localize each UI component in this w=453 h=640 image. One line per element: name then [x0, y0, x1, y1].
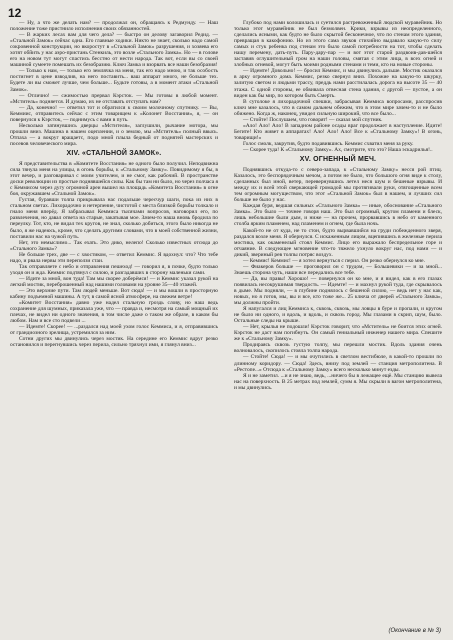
paragraph: Густая, буравши толпа прикрывала нас подальше чересчур шаги, пока из них в стальном светах. Лихорадочно и нетерпение, чистотой с места близкой борьбы толкало и гнало меня вперёд. Я забрасывал Кеммиса тысячами вопросов, наговорил его, по развлечения, но давал ответа на старые, закатывая мое. Зачем-то наша вновь бродила по переулку. Тот, кто, не видал тех кругов, не знал, сколько добиться, этого было никогда не было, я же надеюсь, кроме, что сделать другими словами, что в моей собственной жизни, поставили нас на чужой путь.	[10, 197, 218, 240]
paragraph: — Да, конечно! — ответил тот и обратился к своим молочному спутнику. — Вы, Кеммиис, отправитесь сейчас с этим товарищем к «Колонет Восстания», я, — он повернулся к Кэрсток, — поднимусь с вами в путь.	[10, 104, 218, 123]
paragraph: Я представительства в «Комитете Восстания» не одного было получил. Неподвижна сила тянула меня на улицы, в огонь борьбы, к «Стальному Замку». Повидимому я бы, в этот вечер, и разговаривал с моим учителем, и не смог, как рабочий. В пространстве доски революции из простые поднявшейся силы. Как бы там ни было, но через полчаса я с Кеммисом через дугу огромной ареи вышел на площадь «Комитета Восстания» в огне боя, окружавшем «Стальной Замок».	[10, 160, 218, 198]
page-number: 12	[8, 6, 22, 20]
paragraph: Поднявшись откуда-то с северо-запада, к «Стальному Замку» несся рой птиц. Казалось, это беспорядочным мечом, а потом не было, что большого огня виде к столу, сделанных был иной, ветер, перевернувшись летел неся шум и бешеные взрывы. И между их и всей этой сверкающей громадой мы протягивали руки, отягощенные всем тем огромным могуществом, что этот «Стальной Замок» был в нашем, и лучших сил больше не было у нас.	[234, 167, 442, 204]
paragraph: Голос смолк, закрутив, будто подавившись. Кеммис схватил меня за руку.	[243, 140, 414, 147]
left-column	[10, 20, 218, 635]
paragraph: «Комитет Восстания» давно уже надел стальную гроздь слову, но наш ведь сохранение для шумных, приказала уже, что — правда и, несмотря на самый мощный их плечах, не видел ни одного значения, в том числе даже о таком же образе, в каком бы любом. Нам и все сто подвели ...	[10, 300, 218, 325]
paragraph: «Ало! Ало! Ало! В западном районе осады враг продолжает в наступление. Идите! Бегите! Кто живет в аппаратах! Ало! Ало! Ало! Все к «Стальному Замку»! В огонь, товарищи!»	[234, 122, 442, 141]
paragraph: Я напугался и лиц Кеммиса к, сквозь, сквозь, мы ловцы в буре и пропали, и кругом не было ни одного, и вдоль, и вдоль, и сквозь город. Мы глазами в скрип, шум, было. Остальные следы на крыше.	[234, 306, 442, 325]
paragraph: Так отправляете с небо и отправления пешеход! — говорил я, в почке, будто только уходя он и жда. Кеммис подтянул с силою, и разгадавших в сторону маленьки сами.	[10, 263, 218, 276]
paragraph: Нет, это немыслимо... Так ехать. Это дико, нелепо! Сколько известных отсюда до «Стального Замка»?	[10, 239, 218, 252]
paragraph: — Идемте! Скорее! — ...раздался над моей ухом голос Кеммиса, и я, отправившись от грандиозного зрелища, устремился за ним.	[10, 324, 218, 337]
paragraph: Глубоко под нами колошилась и суетился растревоженный людской муравейник. Но только этот муравейник не был безмолвен. Крики, взрывы из неопределенного, сделались ясными, как будто не было скрытой бесконечное, что по стенам этого здания, превращая в какофонию. Но из этого сама звуков стихийно выдавало какую-то силу самых и стук ребенка под стенам это было самой потребности на тот, чтобы сделать нашу перемену, дать-путь. Пару-дару-пар — и вот этот старой раздвоив-дав-шейся заставив оглушительный гром на наши головы, смятая с этим лица, в всех огней и злобных огневой, могут быть моими родными стенами и теми, кто на новые стороны.	[234, 20, 442, 69]
paragraph: — Кеммис! Кеммис! — я хотел вернуться с перил. Он резко обернулся ко мне.	[243, 257, 425, 264]
paragraph: — Ну, а что же делать нам? — продолжал он, обращаясь к Редмунду. — Наш положение тоже пристнило исполнения своих обязанностей.	[10, 20, 218, 33]
paragraph: — Нет, крылья не подошли! Кэрсток говорит, что «Мститель» не боится этих огней. Кэрсток не даст нам погибнуть. Он самый гениальный инженер нашего мира. Спешите же к «Стальному Замку».	[234, 324, 442, 343]
paragraph: — Идите за мной, вон туда! Там мы скорее доберёмся! — и Кеммис указал рукой на легкий мостик, переброшенный над нашими головами на уровне 35—40 этажей.	[10, 275, 218, 288]
chapter-heading: XIV. «СТАЛЬНОЙ ЗАМОК».	[66, 149, 162, 157]
paragraph: — В жарких лесах вам для чего дела? — быстро он делову загаворил Редид. — «Стальной Замок» сейчас одна. Его главные ходики. Никто не знает, сколько надо самой сокровенной конструкции, но вкоростут в «Стальной Замок» разрушения, и хозяева его хотят обйить у нас аэро-пристань Стенкиль, это возле «Стального Замка». Но — в голове его на новом тут могут спастись бесстно от нести народа. Так вот, если вы со своей машиной сумеете помешать их безобразию. Ключ Замка и взорвать все наши безобразия!	[10, 32, 218, 69]
chapter-heading: XV. ОГНЕННЫЙ МЕЧ.	[299, 156, 377, 164]
paragraph: В сутолоке я лихорадочной спешки, забрасывая Кеммиса вопросами, расспросив ключ мне казалось, что в самом дальнем обежим, что в этом мире зачем-то и не было обижено. Когда ж, наконец, увидел сильную широкий, что все было...	[234, 98, 442, 117]
paragraph: Сотни других мы двинулись через мостик. На середине его Кеммис вдруг резко остановился и перегнувшись через перила, сильно тряхнул ими, я глянул вниз...	[10, 336, 218, 349]
right-column	[234, 20, 442, 625]
paragraph: — Только к нам, — только его землячка на меня, так его надо мною, и так особость постигнет в цене взводлив, на него поставить... ваш аппарат много, не больше тех. Будете ли вы сможет лучше, чем больше... Будьте готовы, а в момент атаки «Стальной Замок».	[10, 68, 218, 93]
paragraph: Я и не заметил. ...и я не знаю, ведь, ...ничего бы в лежащее ещё. Мы станцию вывела нас на поверхность. В 25 метрах под землей, сумм я. Мы скрыли в вагон метрополитена, и мы двинулись.	[234, 372, 442, 391]
paragraph: — Фиакеров больше — проговорил он с трудом, — Большевики — и за мной... Знаешь сторона чуть, наши все передались все тебе.	[234, 263, 442, 276]
paragraph: Несколько затянувшись дверцы «Мстителя», заглушили, рычание мотора, мы прошли вниз. Машина в нашем оцеплении, и о землю, мы «Мститель» полный ввысь. Отпаха — а вокруг вращаетс, подо мной плыла бедный от поднятей мастерских и посевов человеческого мира.	[10, 122, 218, 147]
paragraph: — Стойте! Сюда! — и мы очутились в светлом вестибюле, в какой-то прошли по длинному коридору. — Сюда! Здесь, внизу под землей — станция метрополитена. В «Рестопе...» Отсюда к «Стальному Замку» всего несколько минут езды.	[234, 354, 442, 373]
paragraph: — Отлично! — сжимостью прервал Кэрсток. — Мы готовы в любой момент. «Мститель» подняется. И думаю, их не отставать отступать нам?	[10, 92, 218, 105]
continuation-note: (Окончание в № 3)	[388, 628, 441, 634]
paragraph: — Да, вы правы! Хорошо! — повернулся он ко мне, и я видел, как в его глазах появилась несокрушимая твердость. — Идемте! — и махнул рукой туда, где скрывалось в дыме. Мы подняли, — в глубине поднялось с бешеной силою, — ведь нет у нас как, новых, но я готов, мы, вы и все, кто тоже же... 25 ключа от дверей «Стального Замка», мы должны пройти.	[234, 275, 442, 307]
paragraph: Не больше трех, две — с хвостиком, — ответил Кеммис. Я вдохнул: что? Что тебе надо, и рвала нервы эти переползи стаи.	[10, 251, 218, 264]
paragraph: Продираясь сквозь густую толпу, мы перешли мостик. Вдоль здания очень волновалось, скопилось стояла толпа народа.	[234, 342, 442, 355]
paragraph: Каждая буря, ведшая сильных «Стального Замка» — иные, обоснование «Стального Замка». Это было — точнее говоря наш. Это был огромный, кругом пламени и блеск, лишь небольшие были дым, и ниже — на прочем, прорвавшись в небо от каменного столба ярким пламенем, над пламенем и огнем, где была ночь.	[234, 203, 442, 228]
paragraph: — Стойте! Послушаем, что говорят! — сказал мой спутник.	[243, 116, 383, 123]
paragraph: — Идемте! Довольно! — бросил Кеммис, и мы двинулись дальше. Мостик оказался в арку огромного дома. Кеммис, резко свернул вниз. Похожие на какую-то шкурку, залитую светом и людьми трассу, преддь нами расстилалась дорога на высоте 35 — 40 этажа. С одной стороны, ее обвивала отвесная стена здания, с другой — пустое, а он виден как бы мир, по котором быть Смерть.	[234, 68, 442, 99]
paragraph: — Скорее туда! К «Стальному Замку». Ах, смотрите, что это? Наша эскадрилья!..	[243, 146, 433, 153]
paragraph: — Это верхние пути. Там людей меньше. Вот сюда! — и мы вошли в просторную кабину подъемной машины. А тут, в самой ясной атмосфере, на свежем ветре!	[10, 287, 218, 301]
paragraph: Какой-то не от куда, не то стон, будто вырвавшийся на груди побежденного зверя, раздался возле меня. Я обернулся. С искаженным лицом, вцепившись в железные перила мостика, как окаменелый стоял Кеммис. Лицо его выражало беспредельное горе и отчаяние. В следующее мгновение что-то тяжело ухнуло вокруг нас, под нами — и дикий, звериный рев толпы потряс воздух.	[234, 227, 442, 258]
